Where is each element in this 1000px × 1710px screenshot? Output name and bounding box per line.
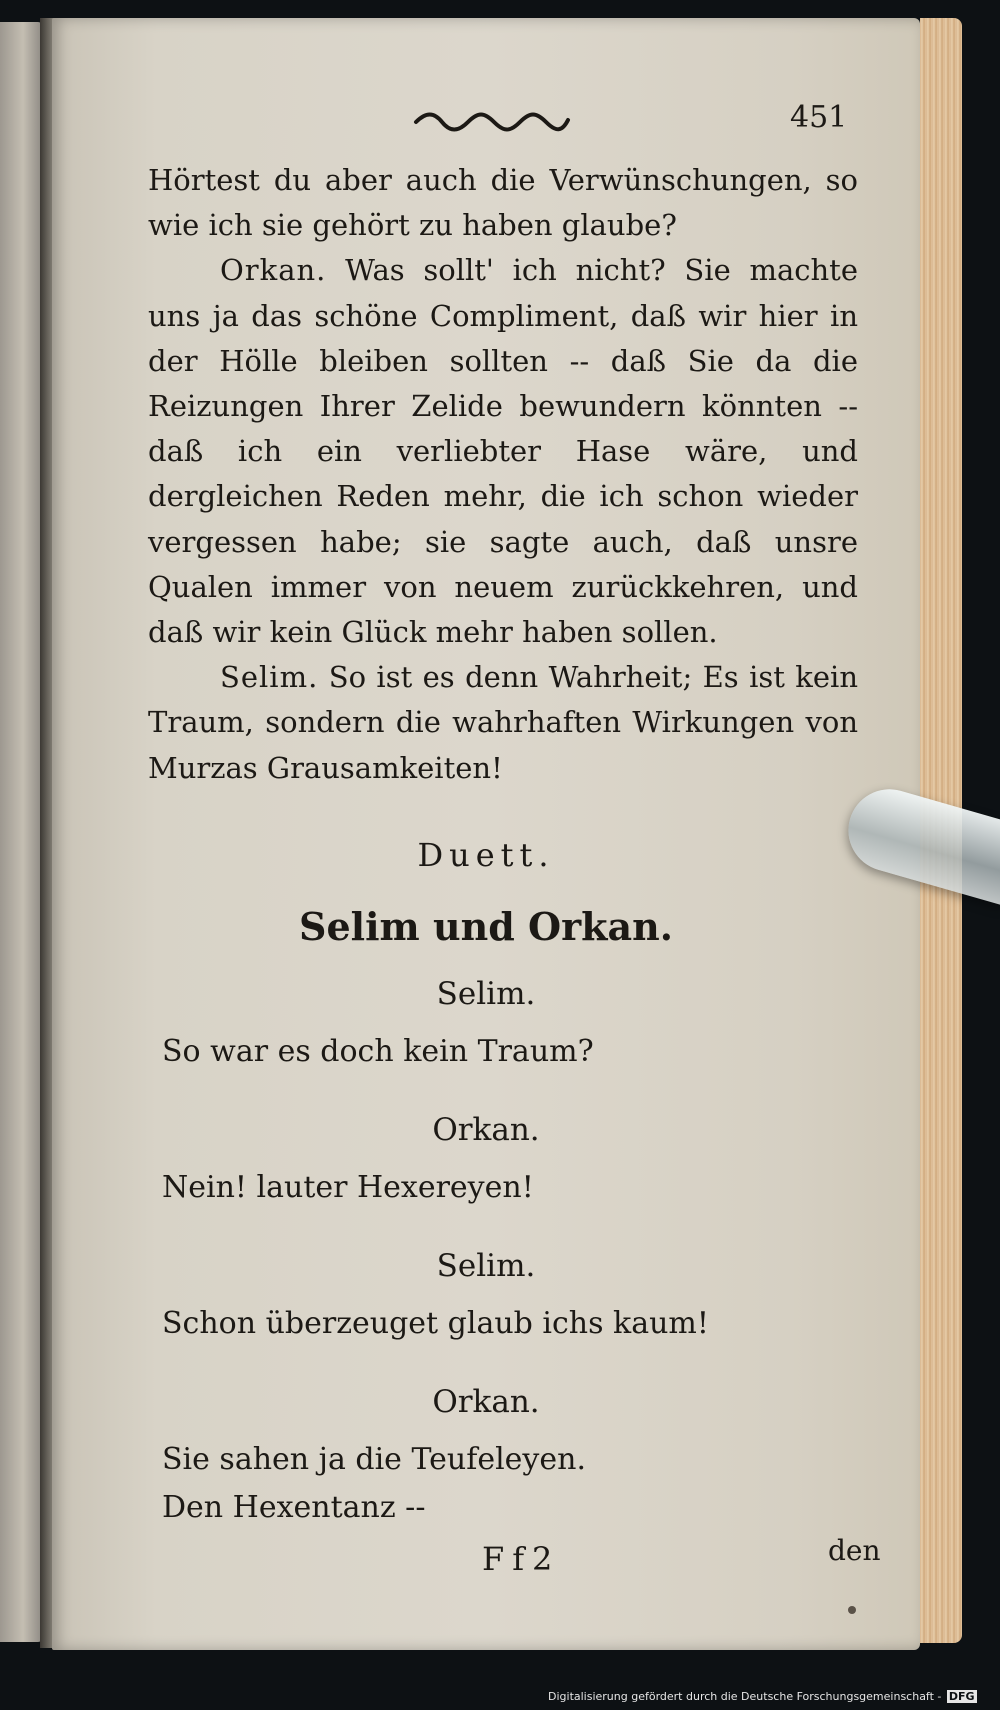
verse-speaker: Selim.	[436, 1248, 536, 1284]
verse-line: Nein! lauter Hexereyen!	[162, 1170, 534, 1205]
previous-page-edge	[0, 22, 42, 1642]
duet-subtitle: Selim und Orkan.	[299, 904, 673, 949]
paragraph-text: So ist es denn Wahrheit; Es ist kein Traum, sondern die wahrhaften Wirkungen von Murzas Grausamkeiten!	[148, 660, 858, 785]
dfg-logo: DFG	[948, 1690, 975, 1703]
catchword: den	[828, 1534, 881, 1567]
digitization-credit	[548, 1690, 977, 1703]
paragraph	[148, 655, 858, 791]
verse-speaker: Orkan.	[432, 1384, 540, 1420]
paragraph-text: Hörtest du aber auch die Verwünschungen, so wie ich sie gehört zu haben glaube?	[148, 163, 858, 243]
verse-line: Sie sahen ja die Teufeleyen.	[162, 1442, 586, 1477]
credit-text: Digitalisierung gefördert durch die Deutsche Forschungsgemeinschaft -	[548, 1690, 942, 1703]
book-page	[52, 18, 920, 1650]
page-number: 451	[790, 100, 848, 135]
verse-speaker: Orkan.	[432, 1112, 540, 1148]
verse-line: So war es doch kein Traum?	[162, 1034, 594, 1069]
verse-line: Schon überzeuget glaub ichs kaum!	[162, 1306, 709, 1341]
paragraph-text: Was sollt' ich nicht? Sie machte uns ja das schöne Compliment, daß wir hier in der Hölle bleiben sollten -- daß Sie da die Reizungen Ihrer Zelide bewundern könnten -- daß ich ein verliebter Hase wäre, und dergleichen Reden mehr, die ich schon wieder vergessen habe; sie sagte auch, daß unsre Qualen immer von neuem zurückkehren, und daß wir kein Glück mehr haben sollen.	[148, 253, 859, 650]
speaker-name: Selim.	[220, 660, 319, 695]
verse-speaker: Selim.	[436, 976, 536, 1012]
ink-spot	[848, 1606, 856, 1614]
ornament-icon	[412, 110, 572, 132]
duet-title: Duett.	[417, 836, 555, 874]
prose-block	[148, 158, 858, 791]
speaker-name: Orkan.	[220, 253, 327, 288]
paragraph	[148, 248, 858, 655]
verse-line: Den Hexentanz --	[162, 1490, 426, 1525]
paragraph	[148, 158, 858, 248]
signature-mark: Ff2	[482, 1540, 561, 1578]
